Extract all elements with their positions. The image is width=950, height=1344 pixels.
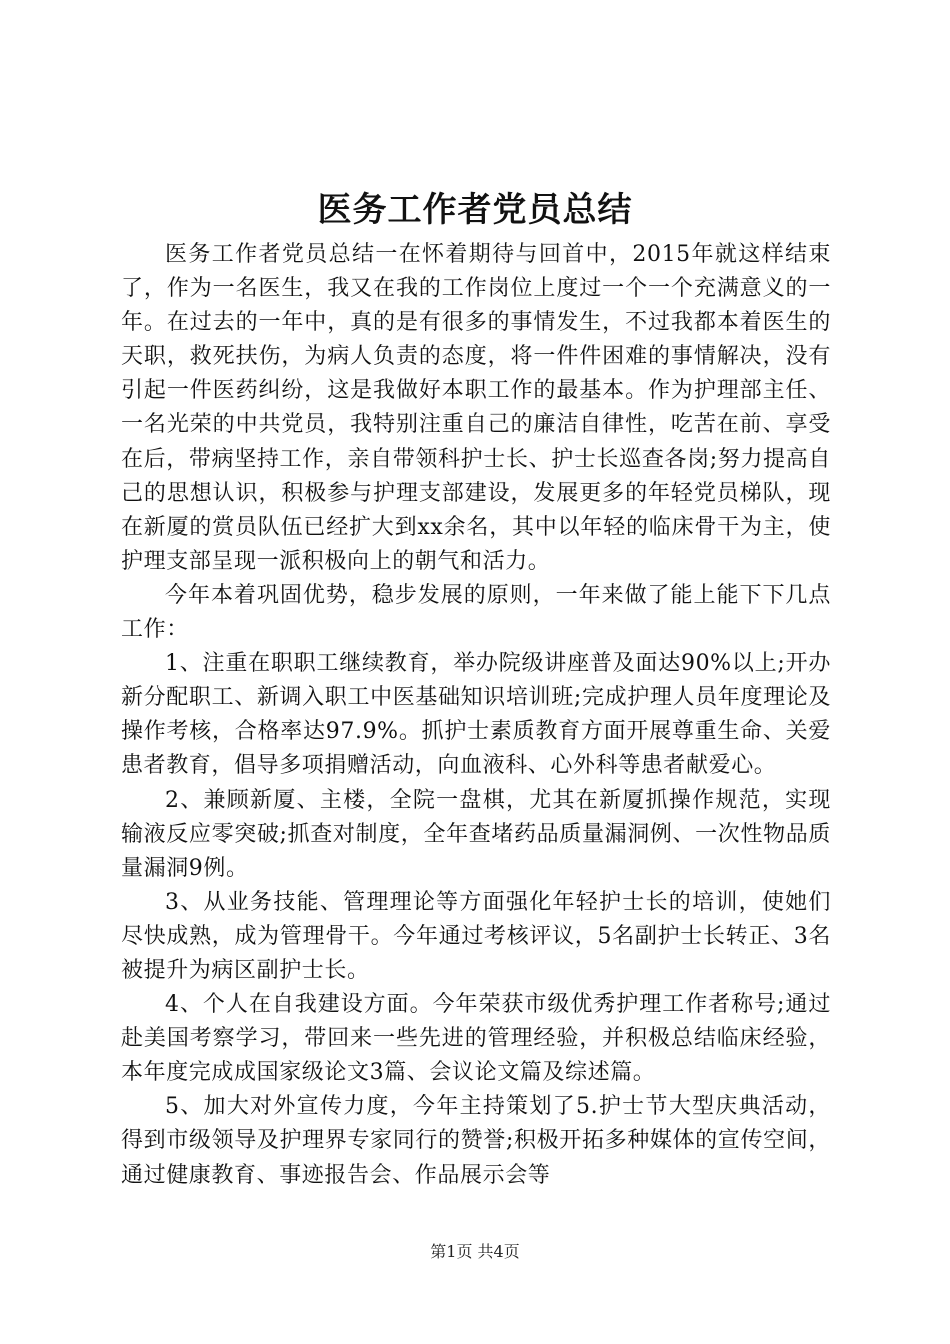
paragraph-item-1: 1、注重在职职工继续教育，举办院级讲座普及面达90%以上;开办新分配职工、新调入职工中医基础知识培训班;完成护理人员年度理论及操作考核，合格率达97.9%。抓护士素质教育方面开展尊重生命、关爱患者教育，倡导多项捐赠活动，向血液科、心外科等患者献爱心。 — [121, 651, 831, 779]
paragraph-summary: 今年本着巩固优势，稳步发展的原则，一年来做了能上能下下几点工作： — [121, 582, 831, 643]
paragraph-item-4: 4、个人在自我建设方面。今年荣获市级优秀护理工作者称号;通过赴美国考察学习，带回来一些先进的管理经验，并积极总结临床经验，本年度完成成国家级论文3篇、会议论文篇及综述篇。 — [121, 992, 831, 1086]
paragraph-item-2: 2、兼顾新厦、主楼，全院一盘棋，尤其在新厦抓操作规范，实现输液反应零突破;抓查对制度，全年查堵药品质量漏洞例、一次性物品质量漏洞9例。 — [121, 787, 831, 881]
paragraph-item-5: 5、加大对外宣传力度，今年主持策划了5.护士节大型庆典活动，得到市级领导及护理界专家同行的赞誉;积极开拓多种媒体的宣传空间，通过健康教育、事迹报告会、作品展示会等 — [121, 1094, 831, 1188]
document-title: 医务工作者党员总结 — [317, 190, 633, 230]
paragraph-item-3: 3、从业务技能、管理理论等方面强化年轻护士长的培训，使她们尽快成熟，成为管理骨干。今年通过考核评议，5名副护士长转正、3名被提升为病区副护士长。 — [121, 889, 831, 983]
paragraph-intro: 医务工作者党员总结一在怀着期待与回首中，2015年就这样结束了，作为一名医生，我又在我的工作岗位上度过一个一个充满意义的一年。在过去的一年中，真的是有很多的事情发生，不过我都本着医生的天职，救死扶伤，为病人负责的态度，将一件件困难的事情解决，没有引起一件医药纠纷，这是我做好本职工作的最基本。作为护理部主任、一名光荣的中共党员，我特别注重自己的廉洁自律性，吃苦在前、享受在后，带病坚持工作，亲自带领科护士长、护士长巡查各岗;努力提高自己的思想认识，积极参与护理支部建设，发展更多的年轻党员梯队，现在新厦的赏员队伍已经扩大到xx余名，其中以年轻的临床骨干为主，使护理支部呈现一派积极向上的朝气和活力。 — [121, 242, 831, 574]
page-number-footer: 第1页 共4页 — [430, 1242, 520, 1261]
document-body — [121, 238, 831, 1193]
